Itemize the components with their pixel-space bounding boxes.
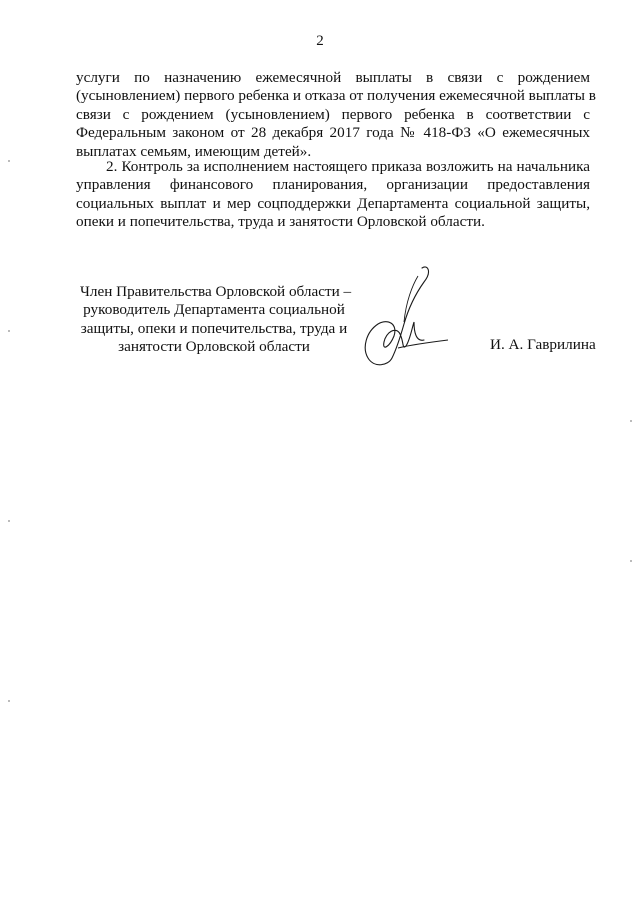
paragraph-line: услуги по назначению ежемесячной выплаты в связи с рождением bbox=[76, 69, 590, 86]
signatory-position bbox=[80, 283, 352, 357]
paragraph-line: 2. Контроль за исполнением настоящего приказа возложить на начальника bbox=[106, 158, 590, 175]
paragraph-line: управления финансового планирования, организации предоставления bbox=[76, 176, 590, 194]
scan-dot bbox=[8, 700, 10, 702]
paragraph-control bbox=[76, 158, 590, 232]
handwritten-signature bbox=[352, 262, 452, 370]
scan-dot bbox=[8, 330, 10, 332]
paragraph-line: связи с рождением (усыновлением) первого ребенка в соответствии с bbox=[76, 105, 590, 123]
signatory-position-line: Член Правительства Орловской области – bbox=[80, 283, 352, 300]
page-number: 2 bbox=[316, 33, 324, 49]
paragraph-line: Федеральным законом от 28 декабря 2017 года № 418-ФЗ «О ежемесячных bbox=[76, 124, 590, 142]
paragraph-line: опеки и попечительства, труда и занятости Орловской области. bbox=[76, 213, 485, 231]
paragraph-line: (усыновлением) первого ребенка и отказа от получения ежемесячной выплаты в bbox=[76, 87, 596, 105]
signatory-position-line: руководитель Департамента социальной bbox=[83, 301, 345, 319]
scan-dot bbox=[8, 160, 10, 162]
paragraph-line: социальных выплат и мер соцподдержки Департамента социальной защиты, bbox=[76, 194, 590, 212]
paragraph-services bbox=[76, 69, 596, 161]
signatory-position-line: занятости Орловской области bbox=[118, 338, 310, 356]
paragraph-line: выплатах семьям, имеющим детей». bbox=[76, 142, 312, 160]
signatory-name: И. А. Гаврилина bbox=[490, 336, 596, 353]
signatory-position-line: защиты, опеки и попечительства, труда и bbox=[80, 319, 348, 337]
scan-dot bbox=[630, 420, 632, 422]
scan-dot bbox=[630, 560, 632, 562]
scan-dot bbox=[8, 520, 10, 522]
